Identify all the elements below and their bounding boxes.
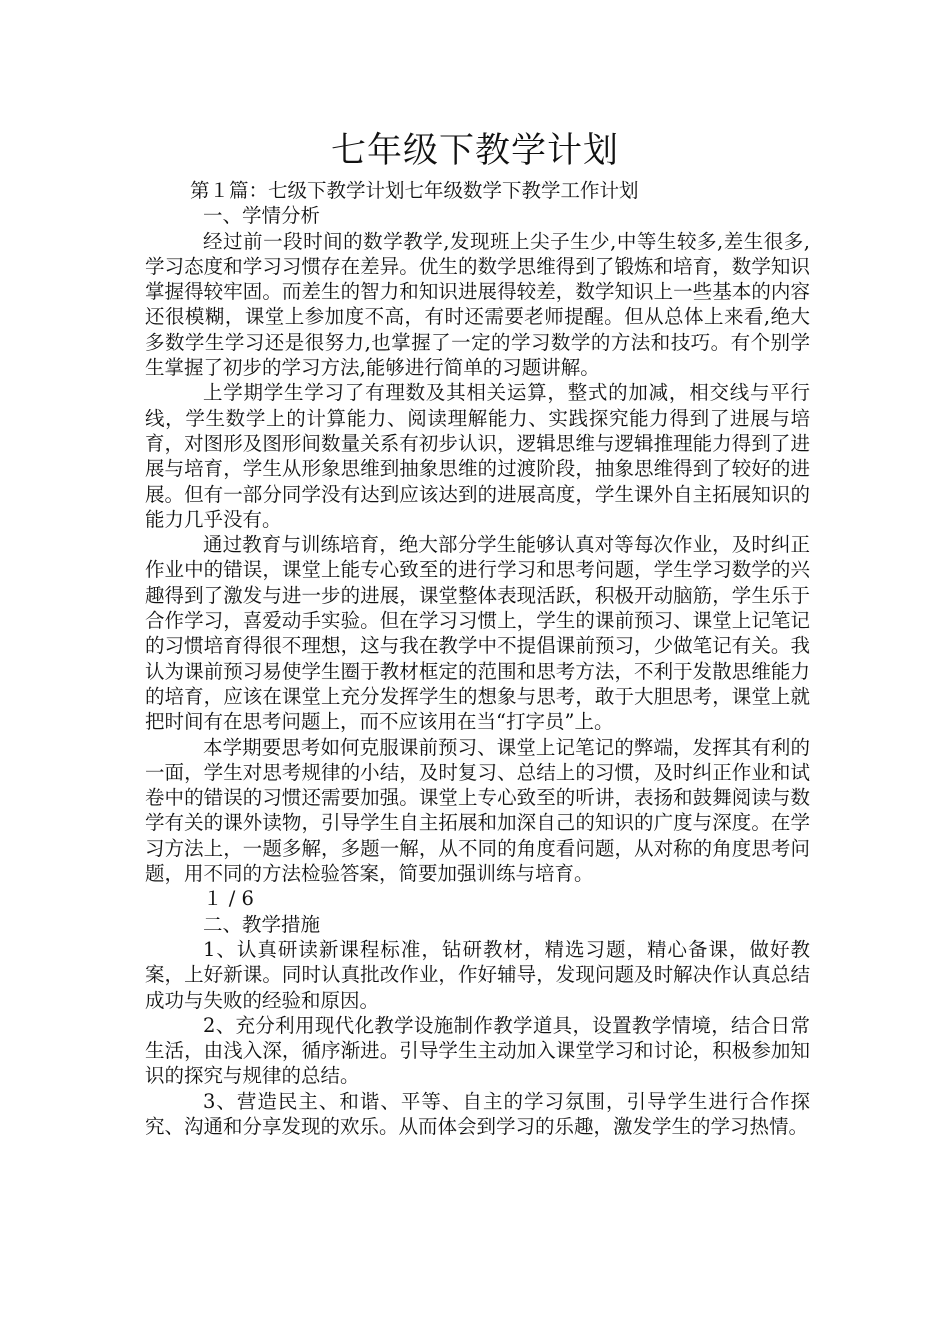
document-body — [145, 178, 810, 1139]
section-heading-measures: 二、教学措施 — [203, 912, 321, 936]
paragraph: 1、认真研读新课程标准，钻研教材，精选习题，精心备课，做好教案，上好新课。同时认真批改作业，作好辅导，发现问题及时解决作认真总结成功与失败的经验和原因。 — [145, 937, 810, 1012]
document-title: 七年级下教学计划 — [330, 131, 619, 171]
page-number: １ / 6 — [203, 887, 254, 911]
paragraph: 经过前一段时间的数学教学,发现班上尖子生少,中等生较多,差生很多,学习态度和学习习惯存在差异。优生的数学思维得到了锻炼和培育，数学知识掌握得较牢固。而差生的智力和知识进展得较差，数学知识上一些基本的内容还很模糊，课堂上参加度不高，有时还需要老师提醒。但从总体上来看,绝大多数学生学习还是很努力,也掌握了一定的学习数学的方法和技巧。有个别学生掌握了初步的学习方法,能够进行简单的习题讲解。 — [145, 229, 810, 380]
document-subtitle: 第１篇：七级下教学计划七年级数学下教学工作计划 — [190, 179, 639, 202]
paragraph: 通过教育与训练培育，绝大部分学生能够认真对等每次作业，及时纠正作业中的错误，课堂上能专心致至的进行学习和思考问题，学生学习数学的兴趣得到了激发与进一步的进展，课堂整体表现活跃，积极开动脑筋，学生乐于合作学习，喜爱动手实验。但在学习习惯上，学生的课前预习、课堂上记笔记的习惯培育得很不理想，这与我在教学中不提倡课前预习，少做笔记有关。我认为课前预习易使学生圈于教材框定的范围和思考方法，不利于发散思维能力的培育，应该在课堂上充分发挥学生的想象与思考，敢于大胆思考，课堂上就把时间有在思考问题上，而不应该用在当“打字员”上。 — [145, 533, 810, 734]
paragraph: 本学期要思考如何克服课前预习、课堂上记笔记的弊端，发挥其有利的一面，学生对思考规律的小结，及时复习、总结上的习惯，及时纠正作业和试卷中的错误的习惯还需要加强。课堂上专心致至的听讲，表扬和鼓舞阅读与数学有关的课外读物，引导学生自主拓展和加深自己的知识的广度与深度。在学习方法上，一题多解，多题一解，从不同的角度看问题，从对称的角度思考问题，用不同的方法检验答案，简要加强训练与培育。 — [145, 735, 810, 886]
paragraph: 3、营造民主、和谐、平等、自主的学习氛围，引导学生进行合作探究、沟通和分享发现的欢乐。从而体会到学习的乐趣，激发学生的学习热情。 — [145, 1089, 810, 1138]
paragraph: 上学期学生学习了有理数及其相关运算，整式的加减，相交线与平行线，学生数学上的计算能力、阅读理解能力、实践探究能力得到了进展与培育，对图形及图形间数量关系有初步认识，逻辑思维与逻辑推理能力得到了进展与培育，学生从形象思维到抽象思维的过渡阶段，抽象思维得到了较好的进展。但有一部分同学没有达到应该达到的进展高度，学生课外自主拓展知识的能力几乎没有。 — [145, 381, 810, 531]
section-heading-analysis: 一、学情分析 — [203, 204, 321, 228]
paragraph: 2、充分利用现代化教学设施制作教学道具，设置教学情境，结合日常生活，由浅入深，循序渐进。引导学生主动加入课堂学习和讨论，积极参加知识的探究与规律的总结。 — [145, 1013, 810, 1088]
